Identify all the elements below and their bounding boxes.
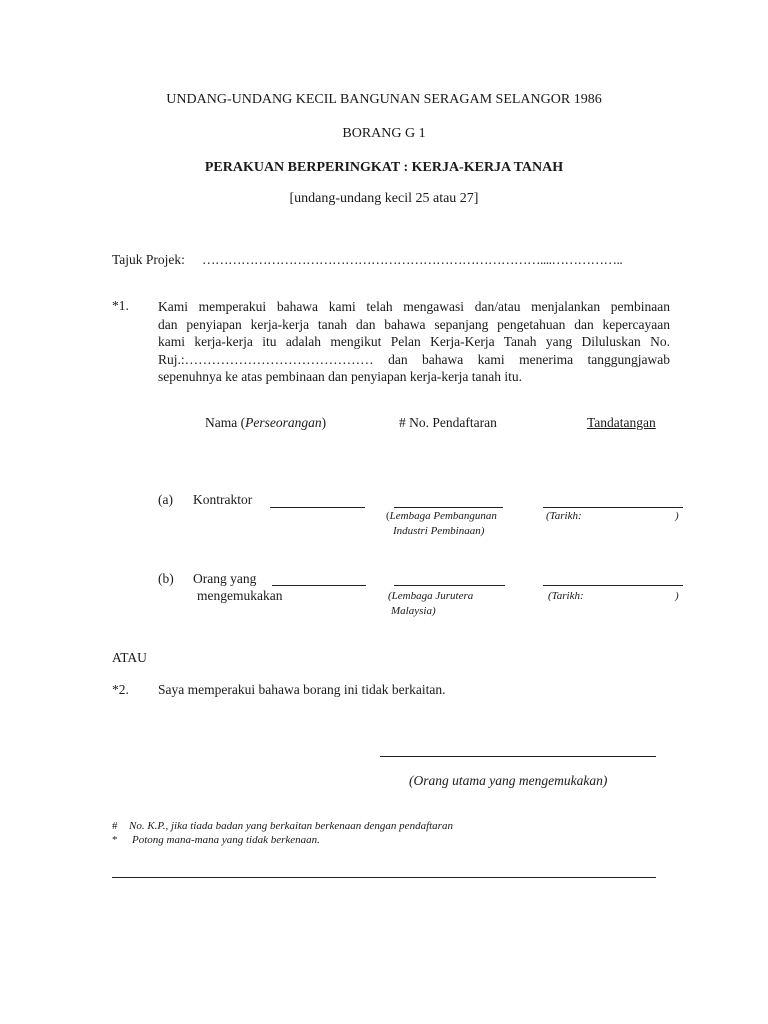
clause-1-line: Kami memperakui bahawa kami telah mengawasi dan/atau menjalankan pembinaan (158, 299, 670, 314)
row-b-registration-note-2: Malaysia) (391, 605, 436, 617)
row-b-label-2: mengemukakan (197, 588, 283, 603)
row-b-label: Orang yang (193, 571, 257, 586)
row-a-signature-line (543, 507, 683, 508)
row-b-signature-line (543, 585, 683, 586)
clause-2-marker: *2. (112, 682, 129, 697)
row-b-registration-note: (Lembaga Jurutera (388, 590, 474, 602)
clause-1-line: dan penyiapan kerja-kerja tanah dan bahawa sepanjang pengetahuan dan kepercayaan (158, 316, 670, 332)
footnote-1-text: No. K.P., jika tiada badan yang berkaitan berkenaan dengan pendaftaran (129, 820, 453, 832)
row-a-registration-note: (Lembaga Pembangunan (386, 510, 497, 522)
row-b-date-note: (Tarikh: (548, 590, 584, 602)
row-a-registration-line (394, 507, 503, 508)
clause-1-line: kami kerja-kerja itu adalah mengikut Pelan Kerja-Kerja Tanah yang Diluluskan No. (158, 334, 670, 349)
row-a-name-line (270, 507, 365, 508)
form-title: PERAKUAN BERPERINGKAT : KERJA-KERJA TANAH (204, 160, 564, 175)
footnote-2-symbol: * (112, 834, 118, 846)
clause-1-text (158, 298, 670, 386)
project-label: Tajuk Projek: (112, 252, 185, 267)
signatory-line (380, 756, 656, 757)
law-title: UNDANG-UNDANG KECIL BANGUNAN SERAGAM SELANGOR 1986 (166, 92, 602, 107)
column-signature: Tandatangan (587, 415, 656, 430)
column-name: Nama (Perseorangan) (205, 415, 327, 430)
row-a-date-note: (Tarikh: (546, 510, 582, 522)
row-b-marker: (b) (158, 571, 174, 586)
row-b-registration-line (394, 585, 505, 586)
signatory-caption: (Orang utama yang mengemukakan) (409, 773, 608, 788)
clause-1-line: Ruj.:…………………………………… dan bahawa kami menerima tanggungjawab (158, 351, 670, 367)
alternative-label: ATAU (112, 650, 147, 665)
row-b-name-line (272, 585, 366, 586)
clause-1-line: sepenuhnya ke atas pembinaan dan penyiapan kerja-kerja tanah itu. (158, 369, 522, 384)
clause-2-text: Saya memperakui bahawa borang ini tidak berkaitan. (158, 682, 446, 697)
bottom-divider (112, 877, 656, 878)
clause-1-marker: *1. (112, 298, 129, 313)
project-dots: ……………………………………………………………………....…………….. (202, 252, 623, 267)
row-a-registration-note-2: Industri Pembinaan) (393, 525, 485, 537)
row-a-label: Kontraktor (193, 492, 253, 507)
form-name: BORANG G 1 (342, 126, 426, 141)
regulation-reference: [undang-undang kecil 25 atau 27] (289, 191, 479, 206)
row-b-date-close: ) (675, 590, 679, 602)
footnote-1-symbol: # (112, 820, 118, 832)
row-a-date-close: ) (675, 510, 679, 522)
row-a-marker: (a) (158, 492, 173, 507)
footnote-2-text: Potong mana-mana yang tidak berkenaan. (132, 834, 320, 846)
column-registration: # No. Pendaftaran (399, 415, 497, 430)
